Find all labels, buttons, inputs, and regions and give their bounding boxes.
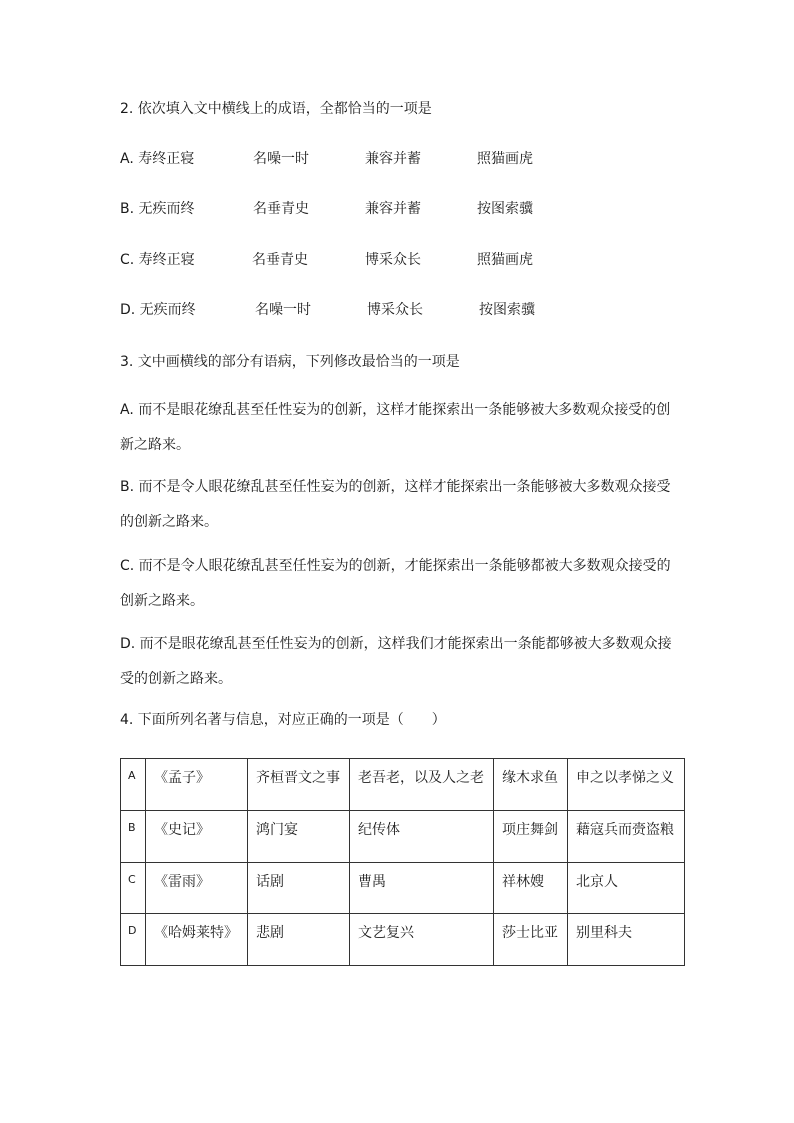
row-letter: B xyxy=(121,810,146,862)
book-title: 《孟子》 xyxy=(146,759,248,811)
table-cell: 悲剧 xyxy=(248,914,350,966)
book-title: 《哈姆莱特》 xyxy=(146,914,248,966)
table-cell: 申之以孝悌之义 xyxy=(568,759,685,811)
q3-option-d: D. 而不是眼花缭乱甚至任性妄为的创新，这样我们才能探索出一条能都够被大多数观众接受的创新之路来。 xyxy=(120,636,672,687)
table-row xyxy=(121,810,685,862)
table-cell: 藉寇兵而赍盗粮 xyxy=(568,810,685,862)
row-letter: D xyxy=(121,914,146,966)
book-title: 《史记》 xyxy=(146,810,248,862)
q2-c-c2: 名垂青史 xyxy=(252,252,308,268)
q4-stem: 4. 下面所列名著与信息，对应正确的一项是（ ） xyxy=(120,712,446,728)
q2-c-c3: 博采众长 xyxy=(365,252,421,268)
q2-a-c2: 名噪一时 xyxy=(253,151,309,167)
table-cell: 缘木求鱼 xyxy=(494,759,568,811)
row-letter: A xyxy=(121,759,146,811)
q2-a-c3: 兼容并蓄 xyxy=(365,151,421,167)
q3-option-a: A. 而不是眼花缭乱甚至任性妄为的创新，这样才能探索出一条能够被大多数观众接受的创新之路来。 xyxy=(120,402,671,453)
q2-d-c4: 按图索骥 xyxy=(479,302,535,318)
table-cell: 莎士比亚 xyxy=(494,914,568,966)
works-table xyxy=(120,758,685,966)
q3-option-b: B. 而不是令人眼花缭乱甚至任性妄为的创新，这样才能探索出一条能够被大多数观众接受的创新之路来。 xyxy=(120,479,671,530)
book-title: 《雷雨》 xyxy=(146,862,248,914)
table-cell: 纪传体 xyxy=(350,810,494,862)
q2-d-label: D. 无疾而终 xyxy=(120,302,196,318)
table-cell: 别里科夫 xyxy=(568,914,685,966)
q2-b-c3: 兼容并蓄 xyxy=(365,201,421,217)
table-cell: 项庄舞剑 xyxy=(494,810,568,862)
table-cell: 鸿门宴 xyxy=(248,810,350,862)
table-row xyxy=(121,862,685,914)
q2-d-c2: 名噪一时 xyxy=(255,302,311,318)
q2-b-c4: 按图索骥 xyxy=(477,201,533,217)
table-cell: 祥林嫂 xyxy=(494,862,568,914)
q2-d-c3: 博采众长 xyxy=(367,302,423,318)
table-cell: 曹禺 xyxy=(350,862,494,914)
q2-a-label: A. 寿终正寝 xyxy=(120,151,195,167)
table-row xyxy=(121,759,685,811)
table-cell: 文艺复兴 xyxy=(350,914,494,966)
table-cell: 老吾老，以及人之老 xyxy=(350,759,494,811)
table-cell: 话剧 xyxy=(248,862,350,914)
q2-c-label: C. 寿终正寝 xyxy=(120,252,195,268)
q2-c-c4: 照猫画虎 xyxy=(477,252,533,268)
q2-b-c2: 名垂青史 xyxy=(253,201,309,217)
q2-b-label: B. 无疾而终 xyxy=(120,201,195,217)
q3-option-c: C. 而不是令人眼花缭乱甚至任性妄为的创新，才能探索出一条能够都被大多数观众接受的创新之路来。 xyxy=(120,558,671,609)
q2-a-c4: 照猫画虎 xyxy=(477,151,533,167)
q3-stem: 3. 文中画横线的部分有语病，下列修改最恰当的一项是 xyxy=(120,354,460,370)
row-letter: C xyxy=(121,862,146,914)
q2-stem: 2. 依次填入文中横线上的成语，全都恰当的一项是 xyxy=(120,101,432,117)
table-row xyxy=(121,914,685,966)
table-cell: 齐桓晋文之事 xyxy=(248,759,350,811)
table-cell: 北京人 xyxy=(568,862,685,914)
